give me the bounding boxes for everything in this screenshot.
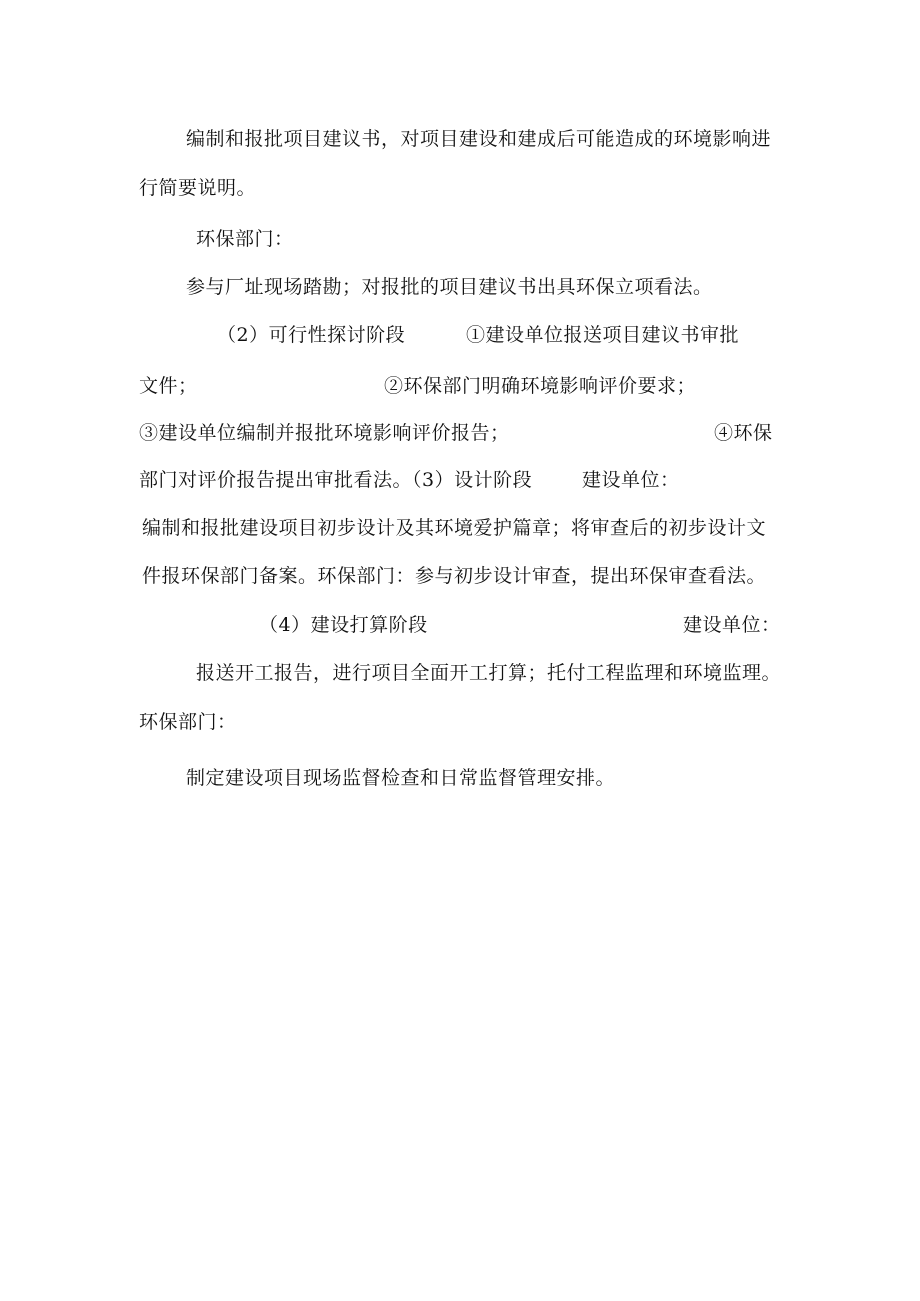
text-line-1: 编制和报批项目建议书，对项目建设和建成后可能造成的环境影响进 (186, 128, 772, 150)
text-line-6a: 文件； (139, 375, 198, 397)
text-line-5a: （2）可行性探讨阶段 (217, 324, 406, 346)
text-line-2: 行简要说明。 (139, 177, 257, 199)
text-line-8a: 部门对评价报告提出审批看法。（3）设计阶段 (139, 469, 533, 491)
text-line-10: 件报环保部门备案。环保部门：参与初步设计审查，提出环保审查看法。 (142, 565, 767, 587)
text-line-8b: 建设单位： (582, 469, 680, 491)
text-line-13: 环保部门： (139, 711, 237, 733)
text-line-12: 报送开工报告，进行项目全面开工打算；托付工程监理和环境监理。 (196, 662, 782, 684)
text-line-14: 制定建设项目现场监督检查和日常监督管理安排。 (186, 767, 616, 789)
text-line-11b: 建设单位： (683, 614, 781, 636)
text-line-3: 环保部门： (196, 228, 294, 250)
text-line-7a: ③建设单位编制并报批环境影响评价报告； (139, 422, 510, 444)
text-line-4: 参与厂址现场踏勘；对报批的项目建议书出具环保立项看法。 (186, 276, 713, 298)
text-line-9: 编制和报批建设项目初步设计及其环境爱护篇章；将审查后的初步设计文 (142, 517, 767, 539)
text-line-7b: ④环保 (714, 422, 773, 444)
text-line-11a: （4）建设打算阶段 (259, 614, 428, 636)
text-line-6b: ②环保部门明确环境影响评价要求； (384, 375, 697, 397)
text-line-5b: ①建设单位报送项目建议书审批 (466, 324, 740, 346)
